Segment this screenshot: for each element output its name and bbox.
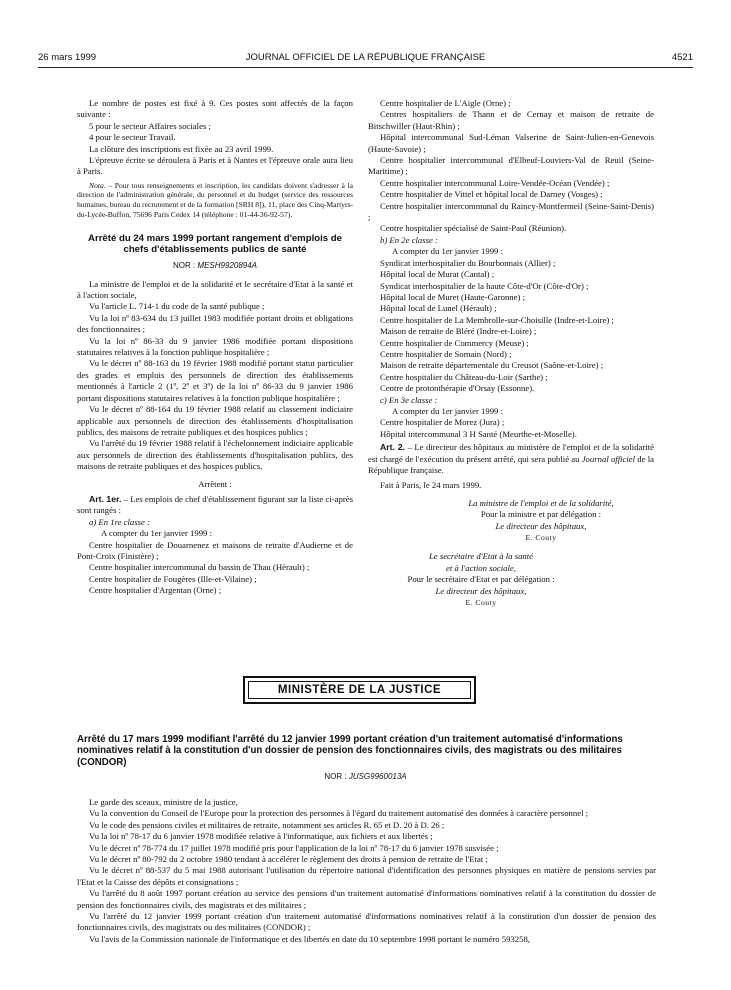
class-2-item: Centre hospitalier de Commercy (Meuse) ; (380, 337, 529, 348)
article-2 (368, 442, 654, 476)
visa-paragraph: Vu la loi nº 83-634 du 13 juillet 1983 modifiée portant droits et obligations des fonctionnaires ; (77, 312, 353, 335)
visa-paragraph: Vu le décret nº 88-164 du 19 février 1988 relatif au classement indiciaire applicable aux personnels de direction des établissements d'hospitalisation publics, des maisons de retraite publiques et des hospices publics ; (77, 404, 353, 437)
arretent-heading: Arrêtent : (198, 478, 232, 489)
signature-delegation: Pour le secrétaire d'Etat et par délégation : (407, 574, 555, 585)
visa-paragraph: Vu la loi nº 86-33 du 9 janvier 1986 modifiée portant dispositions statutaires relatives à la fonction publique hospitalière ; (77, 335, 353, 358)
class-2-item: Centre hospitalier du Château-du-Loir (Sarthe) ; (380, 371, 548, 382)
signature-name: E. Couty (465, 598, 497, 608)
article-1-label: Art. 1er. (89, 493, 122, 504)
class-2-label: b) En 2e classe : (380, 234, 438, 245)
visa-paragraph: Vu le décret nº 78-774 du 17 juillet 1978 modifié pris pour l'application de la loi nº 78-17 du 6 janvier 1978 susvisée ; (89, 842, 499, 853)
class-1-item: Centre hospitalier de Fougères (Ille-et-Vilaine) ; (89, 573, 257, 584)
intro-paragraph: L'épreuve écrite se déroulera à Paris et à Nantes et l'épreuve orale aura lieu à Paris. (77, 155, 353, 177)
class-2-item: Hôpital local de Muret (Haute-Garonne) ; (380, 291, 525, 302)
signature-title: La ministre de l'emploi et de la solidarité, (468, 497, 614, 508)
visa-paragraph: Vu le décret nº 88-537 du 5 mai 1988 autorisant l'utilisation du répertoire national d'identification des personnes physiques en matière de pensions servies par l'Etat et la Caisse des dépôts et consignations ; (77, 865, 656, 887)
right-column (368, 98, 654, 608)
bottom-visas (77, 797, 656, 945)
signature-delegation: Pour la ministre et par délégation : (480, 509, 602, 520)
class-2-date: A compter du 1er janvier 1999 : (392, 246, 503, 257)
visa-paragraph: Vu le code des pensions civiles et militaires de retraite, notamment ses articles R. 65 et D. 20 à D. 26 ; (89, 819, 445, 830)
class-1-item: Centres hospitaliers de Thann et de Cernay et maison de retraite de Bitschwiller (Haut-Rhin) ; (368, 109, 654, 131)
signature-block-minister (368, 498, 654, 544)
nor-label: NOR : (172, 261, 198, 271)
signature-name: E. Couty (525, 533, 557, 543)
signature-block-secretary (368, 551, 654, 608)
ministry-heading-box (243, 676, 476, 704)
article-2-end: de la République française. (368, 453, 654, 475)
class-1-item: Centre hospitalier intercommunal du Raincy-Montfermeil (Seine-Saint-Denis) ; (368, 200, 654, 223)
visa-paragraph: Le garde des sceaux, ministre de la justice, (89, 797, 238, 807)
class-2-item: Hôpital local de Murat (Cantal) ; (380, 269, 495, 280)
note-paragraph (77, 181, 353, 219)
class-1-item: Centre hospitalier intercommunal d'Elbeuf-Louviers-Val de Reuil (Seine-Maritime) ; (368, 155, 654, 177)
class-1-date: A compter du 1er janvier 1999 : (101, 528, 212, 539)
class-2-item: Centre hospitalier de La Membrolle-sur-Choisille (Indre-et-Loire) ; (380, 314, 614, 325)
class-2-item: Maison de retraite départementale du Creusot (Saône-et-Loire) ; (380, 360, 604, 371)
note-label: Nota. (89, 180, 106, 190)
nor-label: NOR : (324, 772, 349, 781)
class-3-date: A compter du 1er janvier 1999 : (392, 405, 503, 416)
header-page-number: 4521 (671, 52, 693, 63)
ministry-heading: MINISTÈRE DE LA JUSTICE (248, 681, 471, 699)
class-1-item: Centre hospitalier d'Argentan (Orne) ; (89, 585, 222, 596)
header-journal-title: JOURNAL OFFICIEL DE LA RÉPUBLIQUE FRANÇAISE (245, 52, 486, 63)
class-2-item: Centre hospitalier de Somain (Nord) ; (380, 348, 512, 359)
visa-paragraph: Vu l'arrêté du 8 août 1997 portant création au service des pensions d'un traitement automatisé d'informations nominatives relatif à la constitution du dossier de pension des fonctionnaires civils, des magistrats et des militaires ; (77, 888, 656, 910)
visa-paragraph: Vu le décret nº 80-792 du 2 octobre 1980 tendant à accélérer le règlement des droits à pension de retraite de l'Etat ; (89, 854, 488, 865)
class-2-item: Syndicat interhospitalier de la haute Côte-d'Or (Côte-d'Or) ; (380, 280, 589, 291)
class-1-item: Centre hospitalier spécialisé de Saint-Paul (Réunion). (380, 223, 567, 234)
article-1 (77, 494, 353, 517)
article-2-text: – Le directeur des hôpitaux au ministère de l'emploi et de la solidarité est chargé de l'exécution du présent arrêté, qui sera publié au (368, 442, 654, 464)
visa-paragraph: Vu la loi nº 78-17 du 6 janvier 1978 modifiée relative à l'informatique, aux fichiers et aux libertés ; (89, 831, 433, 842)
visa-paragraph: Vu la convention du Conseil de l'Europe pour la protection des personnes à l'égard du traitement automatisé des données à caractère personnel ; (89, 808, 589, 819)
class-1-item: Centre hospitalier intercommunal Loire-Vendée-Océan (Vendée) ; (380, 177, 610, 188)
nor-code: JUSG9960013A (348, 772, 407, 781)
bottom-arrete-title: Arrêté du 17 mars 1999 modifiant l'arrêté du 12 janvier 1999 portant création d'un traitement automatisé d'informations nominatives relatif à la constitution d'un dossier de pension des fonctionnaires civils, des magistrats ou des militaires (CONDOR) (77, 734, 623, 768)
class-2-item: Maison de retraite de Bléré (Indre-et-Loire) ; (380, 326, 537, 337)
class-2-item: Syndicat interhospitalier du Bourbonnais (Allier) ; (380, 257, 556, 268)
article-2-label: Art. 2. (380, 442, 405, 453)
class-3-label: c) En 3e classe : (380, 394, 438, 405)
note-text: – Pour tous renseignements et inscription, les candidats doivent s'adresser à la direction de l'administration générale, du personnel et du budget (service des ressources humaines, bureau du recrutement et de la formation [SRH 8]), 11, place des Cinq-Martyrs-du-Lycée-Buffon, 75696 Paris Cedex 14 (téléphone : 01-44-36-92-57). (77, 180, 353, 219)
class-3-item: Hôpital intercommunal 3 H Santé (Meurthe-et-Moselle). (380, 428, 577, 439)
signature-role: Le directeur des hôpitaux, (435, 585, 527, 596)
intro-paragraph: 5 pour le secteur Affaires sociales ; (89, 120, 211, 131)
article-1-text: – Les emplois de chef d'établissement figurant sur la liste ci-après sont rangés : (77, 493, 353, 516)
visa-paragraph: Vu l'article L. 714-1 du code de la santé publique ; (89, 301, 265, 312)
visa-paragraph: La ministre de l'emploi et de la solidarité et le secrétaire d'Etat à la santé et à l'action sociale, (77, 278, 353, 301)
intro-paragraph: Le nombre de postes est fixé à 9. Ces postes sont affectés de la façon suivante : (77, 98, 353, 120)
left-column (77, 98, 353, 597)
class-2-item: Centre de protonthérapie d'Orsay (Essonne). (380, 383, 535, 394)
nor-reference (77, 260, 353, 271)
header-date: 26 mars 1999 (38, 52, 97, 63)
visa-paragraph: Vu l'arrêté du 19 février 1988 relatif à l'échelonnement indiciaire applicable aux personnels de direction des établissements d'hospitalisation publics, des maisons de retraite publiques et des hospices publics, (77, 438, 353, 472)
journal-officiel-ref: Journal officiel (581, 453, 636, 464)
visa-paragraph: Vu l'arrêté du 12 janvier 1999 portant création d'un traitement automatisé d'informations nominatives relatif à la constitution d'un dossier de pension des fonctionnaires civils, des magistrats ou des militaires (CONDOR) ; (77, 911, 656, 933)
class-1-item: Centre hospitalier de L'Aigle (Orne) ; (380, 98, 511, 108)
header-rule (38, 67, 693, 68)
class-1-item: Centre hospitalier de Douarnenez et maisons de retraite d'Audierne et de Pont-Croix (Finistère) ; (77, 539, 353, 561)
class-2-item: Hôpital local de Lunel (Hérault) ; (380, 303, 497, 314)
bottom-nor-reference (0, 772, 731, 781)
class-1-item: Hôpital intercommunal Sud-Léman Valserine de Saint-Julien-en-Genevois (Haute-Savoie) ; (368, 132, 654, 154)
arrete-title: Arrêté du 24 mars 1999 portant rangement d'emplois de chefs d'établissements publics de santé (88, 233, 342, 256)
fait-a-paris: Fait à Paris, le 24 mars 1999. (380, 480, 482, 491)
intro-paragraph: 4 pour le secteur Travail. (89, 132, 176, 143)
visa-paragraph: Vu le décret nº 88-163 du 19 février 1988 modifié portant statut particulier des grades et emplois des personnels de direction des établissements mentionnés à l'article 2 (1º, 2º et 3º) de la loi nº 86-33 du 9 janvier 1986 portant dispositions statutaires relatives à la fonction publique hospitalière ; (77, 358, 353, 403)
class-1-item: Centre hospitalier de Vittel et hôpital local de Darney (Vosges) ; (380, 189, 603, 200)
visa-paragraph: Vu l'avis de la Commission nationale de l'informatique et des libertés en date du 10 septembre 1998 portant le numéro 593258, (89, 933, 530, 944)
nor-code: MESH9920894A (197, 261, 258, 271)
signature-title: Le secrétaire d'Etat à la santé (428, 551, 534, 562)
intro-paragraph: La clôture des inscriptions est fixée au 23 avril 1999. (89, 143, 274, 154)
class-1-item: Centre hospitalier intercommunal du bassin de Thau (Hérault) ; (89, 562, 310, 573)
signature-role: Le directeur des hôpitaux, (495, 520, 587, 531)
page-header (38, 52, 693, 66)
class-3-item: Centre hospitalier de Morez (Jura) ; (380, 417, 505, 428)
class-1-label: a) En 1re classe : (89, 516, 150, 527)
signature-title: et à l'action sociale, (446, 562, 516, 573)
